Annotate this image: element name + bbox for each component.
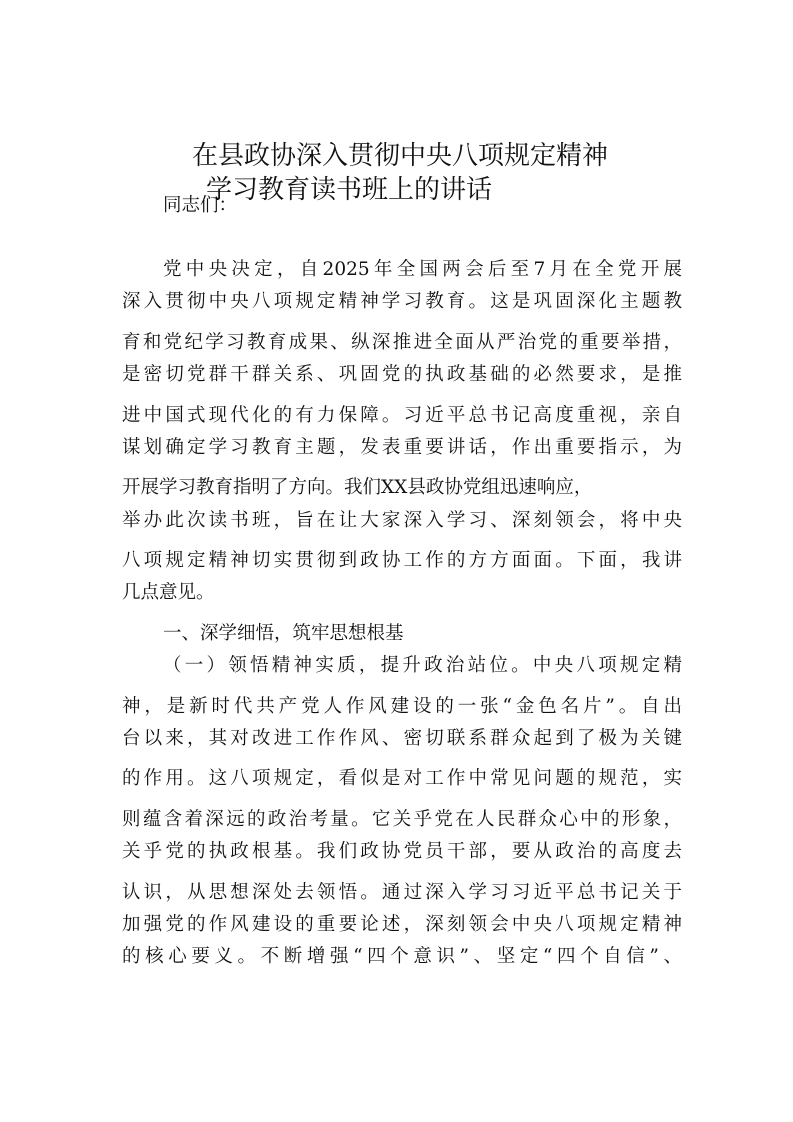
document-title-line-2: 学习教育读书班上的讲话 bbox=[206, 175, 493, 205]
body-line: 的作用。这八项规定，看似是对工作中常见问题的规范，实 bbox=[122, 768, 682, 789]
body-line: 认识，从思想深处去领悟。通过深入学习习近平总书记关于 bbox=[122, 882, 682, 903]
body-line: 开展学习教育指明了方向。我们XX县政协党组迅速响应， bbox=[122, 477, 593, 498]
body-line: 的核心要义。不断增强“四个意识”、坚定“四个自信”、 bbox=[122, 946, 682, 967]
body-line: 八项规定精神切实贯彻到政协工作的方方面面。下面，我讲 bbox=[122, 550, 682, 571]
body-line: 则蕴含着深远的政治考量。它关乎党在人民群众心中的形象， bbox=[122, 809, 682, 830]
body-line: 深入贯彻中央八项规定精神学习教育。这是巩固深化主题教 bbox=[122, 291, 682, 312]
body-line: 是密切党群干群关系、巩固党的执政基础的必然要求，是推 bbox=[122, 364, 682, 385]
body-line: 神，是新时代共产党人作风建设的一张“金色名片”。自出 bbox=[122, 696, 682, 717]
body-line: 加强党的作风建设的重要论述，深刻领会中央八项规定精神 bbox=[122, 914, 682, 935]
body-line: 台以来，其对改进工作作风、密切联系群众起到了极为关键 bbox=[122, 728, 682, 749]
section-heading: 一、深学细悟，筑牢思想根基 bbox=[163, 623, 404, 644]
salutation: 同志们： bbox=[163, 195, 238, 216]
body-line: 几点意见。 bbox=[122, 582, 215, 603]
body-line: 举办此次读书班，旨在让大家深入学习、深刻领会，将中央 bbox=[122, 510, 682, 531]
body-line: 谋划确定学习教育主题，发表重要讲话，作出重要指示，为 bbox=[122, 437, 682, 458]
body-line: 进中国式现代化的有力保障。习近平总书记高度重视，亲自 bbox=[122, 405, 682, 426]
body-line: （一）领悟精神实质，提升政治站位。中央八项规定精 bbox=[163, 655, 682, 676]
document-title-line-1: 在县政协深入贯彻中央八项规定精神 bbox=[192, 141, 609, 171]
body-line: 党中央决定，自2025年全国两会后至7月在全党开展 bbox=[163, 259, 682, 280]
body-line: 关乎党的执政根基。我们政协党员干部，要从政治的高度去 bbox=[122, 841, 682, 862]
body-line: 育和党纪学习教育成果、纵深推进全面从严治党的重要举措， bbox=[122, 332, 682, 353]
